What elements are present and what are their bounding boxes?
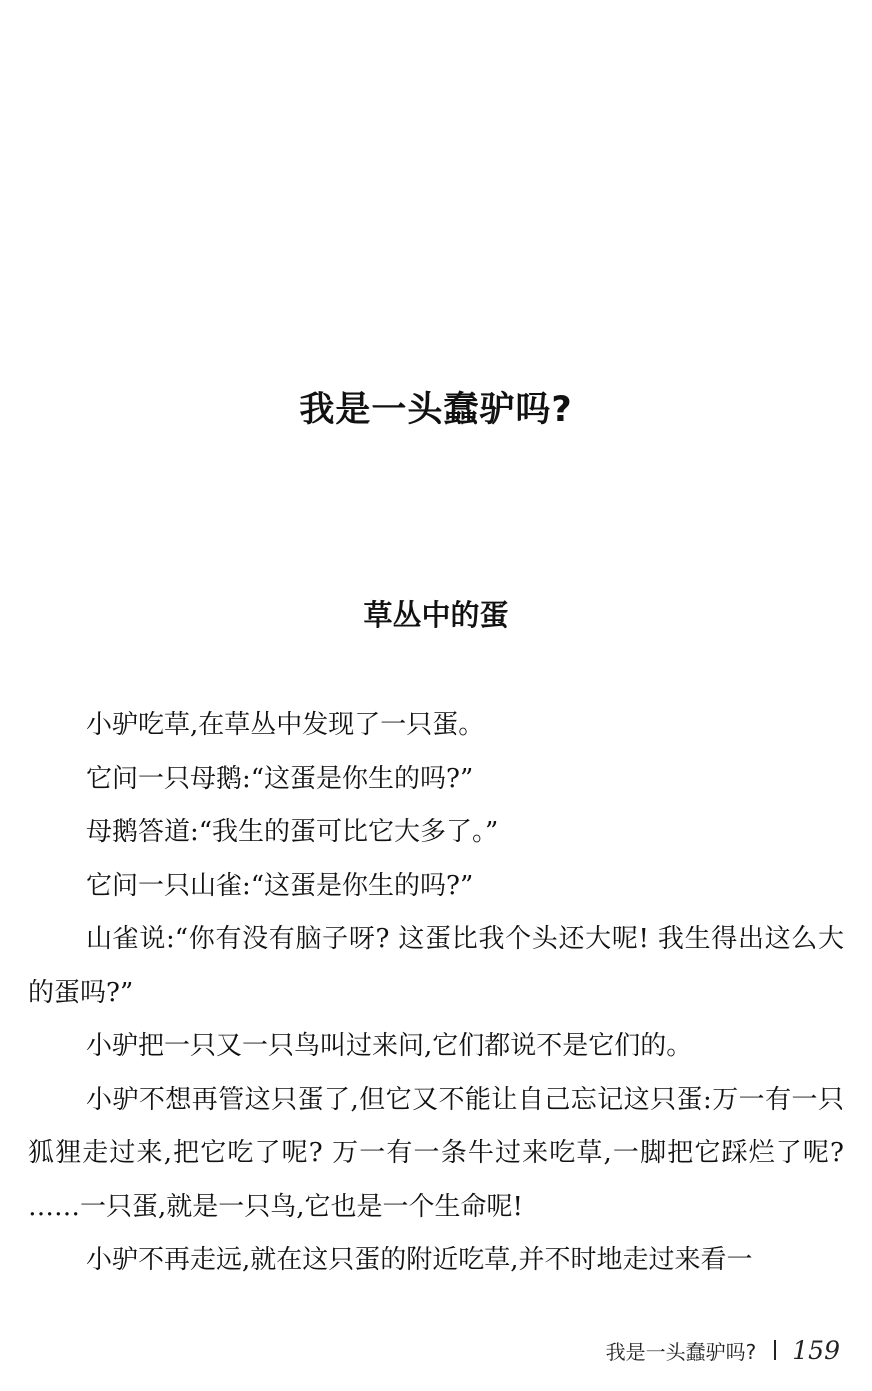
paragraph-8: 小驴不再走远,就在这只蛋的附近吃草,并不时地走过来看一 (86, 1245, 753, 1275)
page-footer (606, 1330, 840, 1370)
section-title: 草丛中的蛋 (363, 598, 509, 632)
paragraph-5: 山雀说:“你有没有脑子呀? 这蛋比我个头还大呢! 我生得出这么大的蛋吗?” (28, 924, 844, 1008)
running-title: 我是一头蠢驴吗? (605, 1339, 757, 1364)
paragraph-7: 小驴不想再管这只蛋了,但它又不能让自己忘记这只蛋:万一有一只狐狸走过来,把它吃了呢? 万一有一条牛过来吃草,一脚把它踩烂了呢? ……一只蛋,就是一只鸟,它也是一个生命呢! (28, 1084, 844, 1222)
footer-divider (774, 1340, 776, 1360)
page-number: 159 (792, 1335, 840, 1365)
paragraph-1: 小驴吃草,在草丛中发现了一只蛋。 (86, 710, 485, 740)
paragraph-3: 母鹅答道:“我生的蛋可比它大多了。” (86, 817, 499, 847)
paragraph-6: 小驴把一只又一只鸟叫过来问,它们都说不是它们的。 (86, 1031, 693, 1061)
body-text (28, 699, 844, 1288)
paragraph-2: 它问一只母鹅:“这蛋是你生的吗?” (86, 763, 474, 794)
chapter-title: 我是一头蠢驴吗? (299, 390, 573, 430)
paragraph-4: 它问一只山雀:“这蛋是你生的吗?” (86, 870, 474, 901)
